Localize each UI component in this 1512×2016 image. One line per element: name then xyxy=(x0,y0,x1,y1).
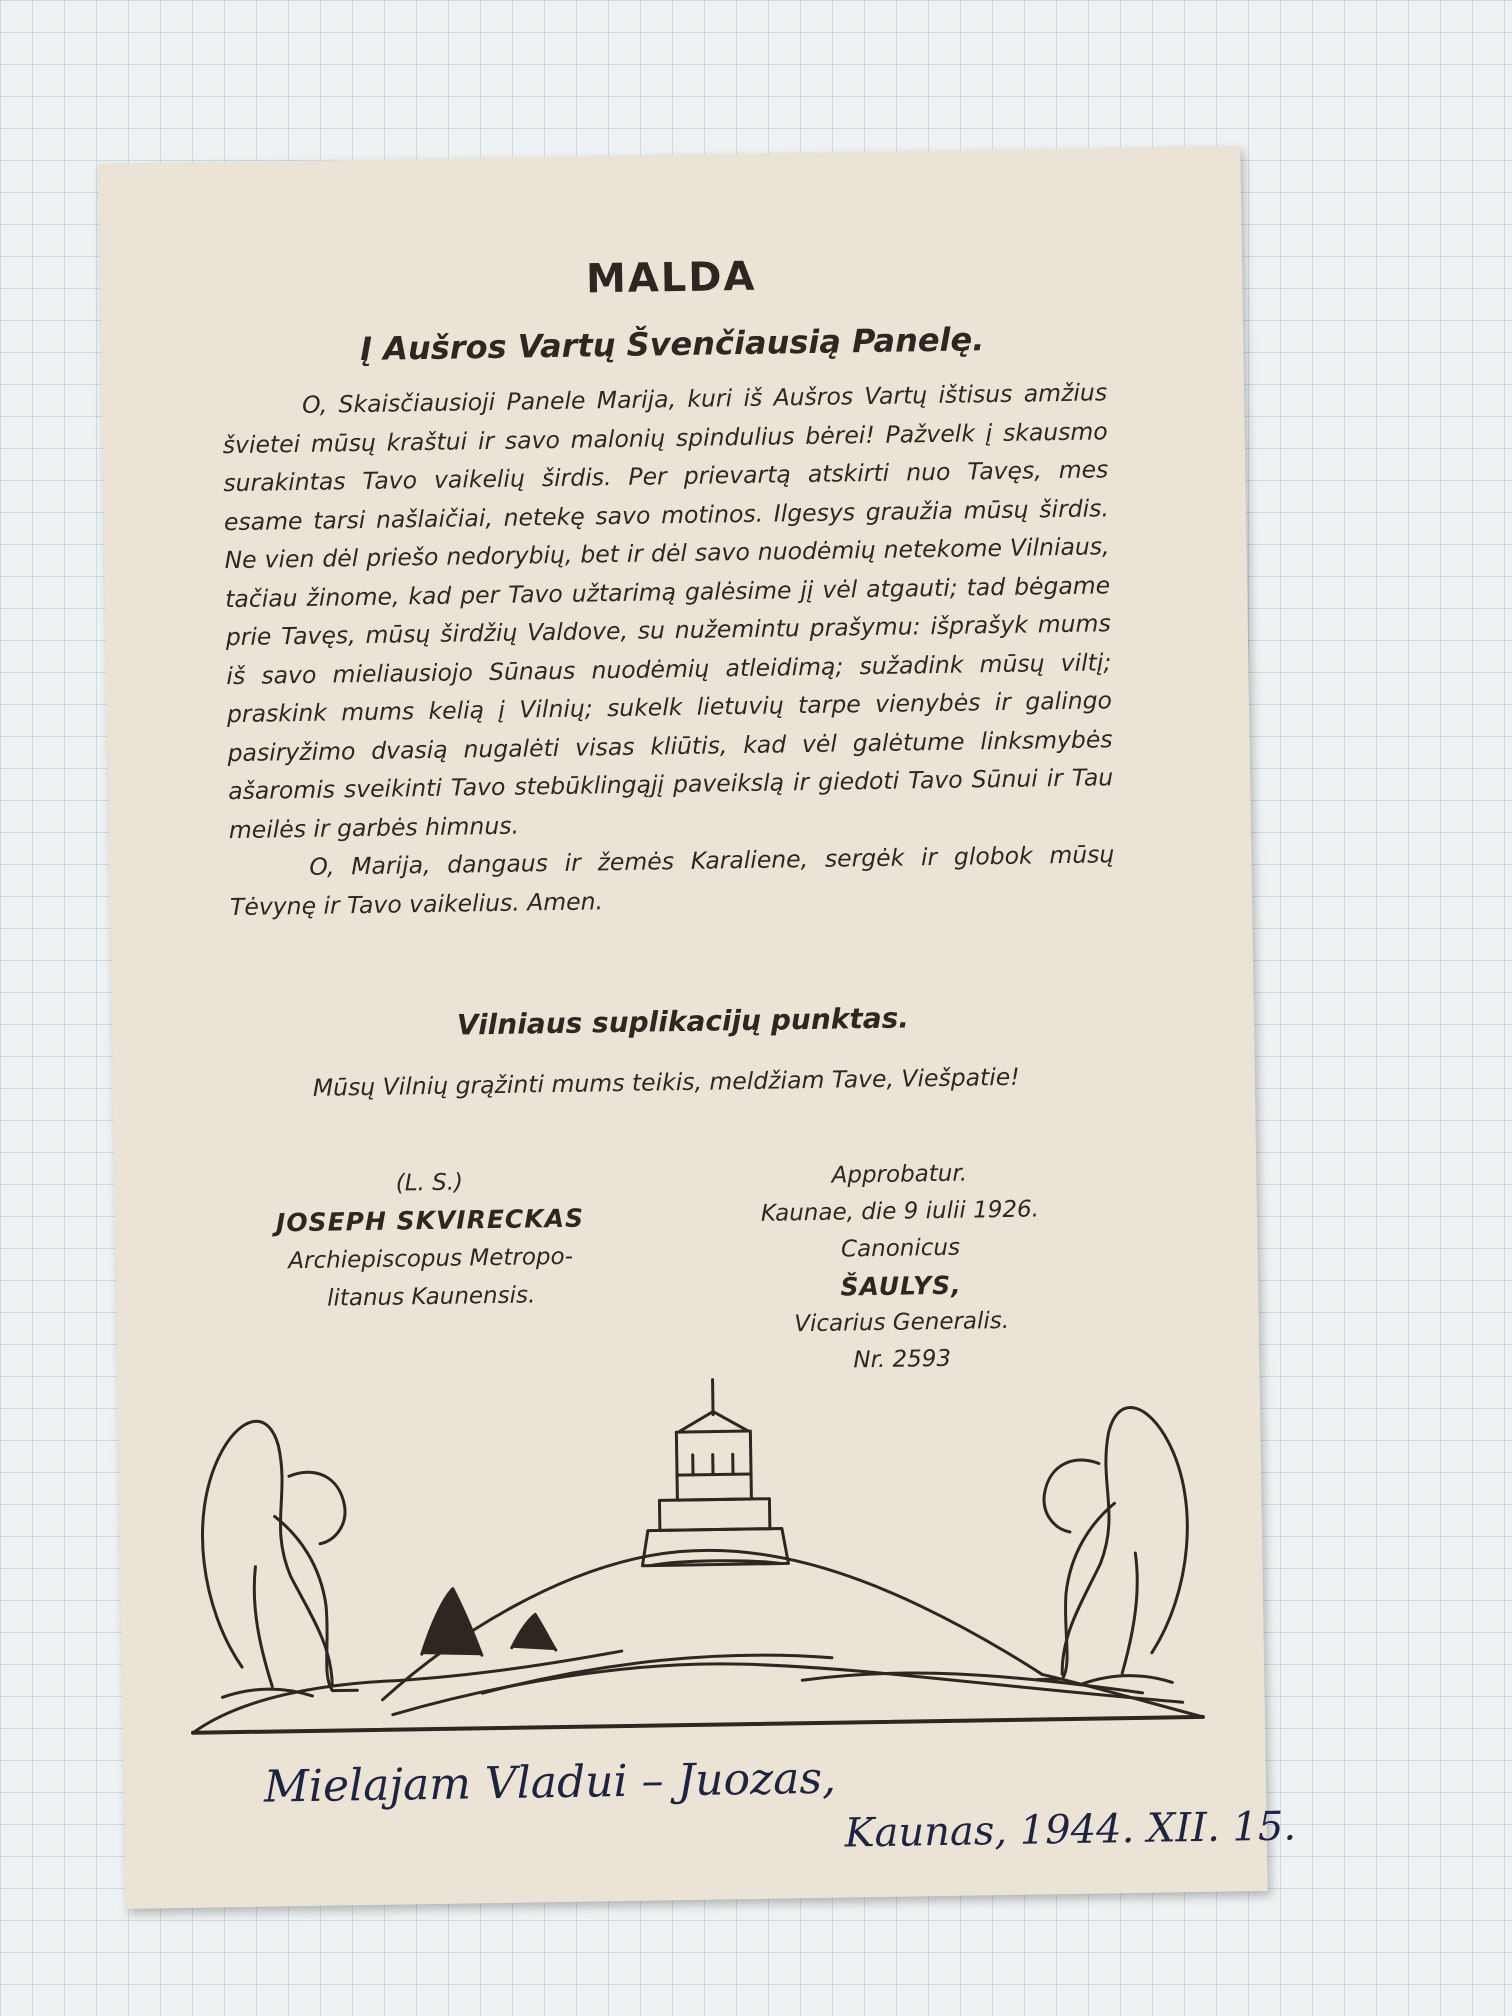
prayer-text xyxy=(222,373,1115,926)
approbation-place-date: Kaunae, die 9 iulii 1926. xyxy=(760,1196,1040,1227)
handwriting-line-1: Mielajam Vladui – Juozas, xyxy=(263,1752,837,1813)
petition-text xyxy=(233,1053,1119,1111)
archbishop-name: JOSEPH SKVIRECKAS xyxy=(275,1203,585,1238)
section-title: Vilniaus suplikacijų punktas. xyxy=(456,1001,910,1042)
archbishop-role-1: Archiepiscopus Metropo- xyxy=(288,1243,574,1275)
handwriting-line-2: Kaunas, 1944. XII. 15. xyxy=(844,1803,1297,1857)
seal-mark: (L. S.) xyxy=(395,1169,464,1197)
canon-role: Vicarius Generalis. xyxy=(794,1307,1010,1338)
canon-name: ŠAULYS, xyxy=(840,1270,962,1302)
approbation-number: Nr. 2593 xyxy=(853,1345,952,1374)
castle-hill-illustration xyxy=(177,1352,1213,1753)
prayer-paragraph-2: O, Marija, dangaus ir žemės Karaliene, sergėk ir globok mūsų Tėvynę ir Tavo vaikelius. Amen. xyxy=(229,840,1115,921)
canon-title: Canonicus xyxy=(840,1234,961,1263)
prayer-paragraph-1: O, Skaisčiausioji Panele Marija, kuri iš Aušros Vartų ištisus amžius švietei mūsų kraštui ir savo malonių spindulius bėrei! Pažvelk į skausmo surakintas Tavo vaikelių širdis. Per prievartą atskirti nuo Tavęs, mes esame tarsi našlaičiai, netekę savo motinos. Ilgesys graužia mūsų širdis. Ne vien dėl priešo nedorybių, bet ir dėl savo nuodėmių netekome Vilniaus, tačiau žinome, kad per Tavo užtarimą galėsime jį vėl atgauti; tad bėgame prie Tavęs, mūsų širdžių Valdove, su nužemintu prašymu: išprašyk mums iš savo mieliausiojo Sūnaus nuodėmių atleidimą; sužadink mūsų viltį; praskink mums kelią į Vilnių; sukelk lietuvių tarpe vienybės ir galingo pasiryžimo dvasią nugalėti visas kliūtis, kad vėl galėtume linksmybės ašaromis sveikinti Tavo stebūklingąjį paveikslą ir giedoti Tavo Sūnui ir Tau meilės ir garbės himnus. xyxy=(222,378,1114,844)
card-title: MALDA xyxy=(585,253,757,303)
archbishop-role-2: litanus Kaunensis. xyxy=(326,1282,536,1312)
signature-right xyxy=(689,1153,1112,1382)
card-subtitle: Į Aušros Vartų Švenčiausią Panelę. xyxy=(359,320,985,368)
prayer-card xyxy=(98,146,1297,1909)
handwritten-dedication xyxy=(263,1747,1297,1882)
signature-left xyxy=(234,1161,626,1319)
approbatur-label: Approbatur. xyxy=(831,1160,968,1189)
petition-paragraph: Mūsų Vilnių grąžinti mums teikis, meldžiam Tave, Viešpatie! xyxy=(312,1062,1020,1102)
